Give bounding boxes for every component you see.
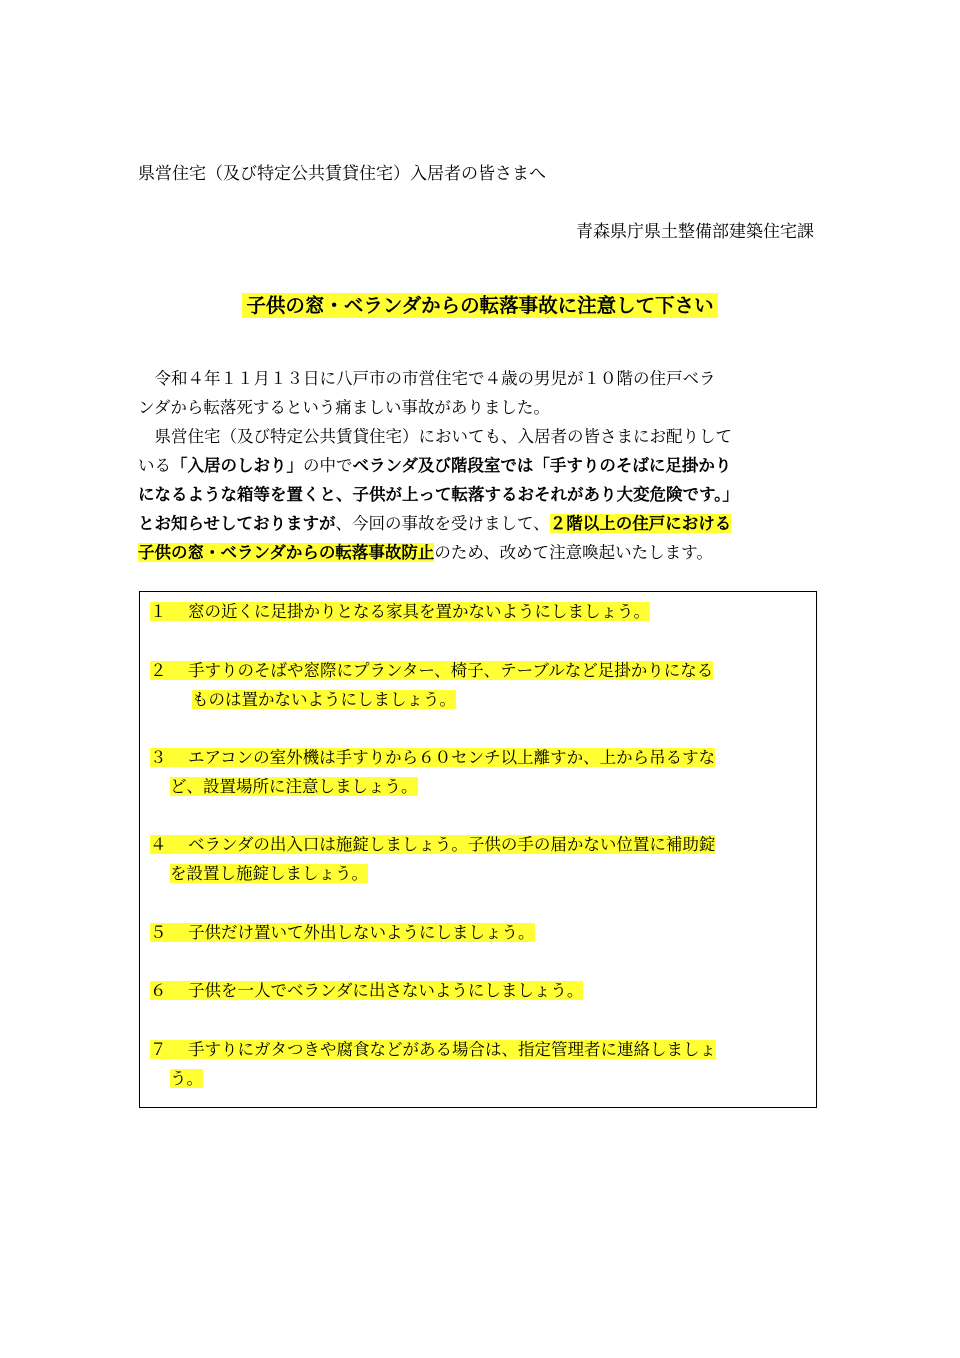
title-text: 子供の窓・ベランダからの転落事故に注意して下さい [242, 293, 717, 318]
body-text: 令和４年１１月１３日に八戸市の市営住宅で４歳の男児が１０階の住戸ベラ [154, 369, 716, 388]
body-line [138, 538, 838, 567]
list-item [150, 743, 715, 801]
booklet-quote: になるような箱等を置くと、子供が上って転落するおそれがあり大変危険です。」 [138, 485, 739, 504]
item-text: エアコンの室外機は手すりから６０センチ以上離すか、上から吊るすな [188, 748, 716, 767]
item-text: 子供を一人でベランダに出さないようにしましょう。 [188, 981, 584, 1000]
item-text: う。 [170, 1069, 203, 1088]
list-item [150, 830, 715, 888]
body-line [138, 509, 838, 538]
body-line: ンダから転落死するという痛ましい事故がありました。 [138, 398, 550, 417]
body-line [138, 364, 838, 393]
highlight-text: ２階以上の住戸における [549, 514, 732, 533]
item-number: ７ [150, 1040, 167, 1059]
booklet-name: 「入居のしおり」 [171, 456, 303, 475]
list-item [150, 597, 650, 626]
item-text: ど、設置場所に注意しましょう。 [170, 777, 418, 796]
item-number: ６ [150, 981, 167, 1000]
greeting: 県営住宅（及び特定公共賃貸住宅）入居者の皆さまへ [138, 164, 546, 184]
item-number: ４ [150, 835, 167, 854]
highlight-text: 子供の窓・ベランダからの転落事故防止 [138, 543, 435, 562]
list-item [150, 1035, 716, 1093]
body-paragraphs [138, 364, 838, 567]
list-item [150, 656, 713, 714]
body-text: のため、改めて注意喚起いたします。 [434, 543, 713, 562]
item-text: 手すりにガタつきや腐食などがある場合は、指定管理者に連絡しましょ [188, 1040, 716, 1059]
issuer: 青森県庁県土整備部建築住宅課 [576, 222, 814, 242]
precautions-box [139, 591, 817, 1108]
item-text: 窓の近くに足掛かりとなる家具を置かないようにしましょう。 [188, 602, 650, 621]
item-number: １ [150, 602, 167, 621]
body-text: 、今回の事故を受けまして、 [335, 514, 550, 533]
item-number: ２ [150, 661, 167, 680]
body-text: いる [138, 456, 171, 475]
list-item [150, 976, 583, 1005]
item-text: 手すりのそばや窓際にプランター、椅子、テーブルなど足掛かりになる [188, 661, 714, 680]
booklet-quote: とお知らせしておりますが [138, 514, 336, 533]
page-title [0, 289, 960, 323]
item-number: ５ [150, 923, 167, 942]
body-line [138, 422, 838, 451]
body-text: 県営住宅（及び特定公共賃貸住宅）においても、入居者の皆さまにお配りして [154, 427, 732, 446]
body-text: の中で [303, 456, 353, 475]
item-number: ３ [150, 748, 167, 767]
list-item [150, 918, 535, 947]
item-text: 子供だけ置いて外出しないようにしましょう。 [188, 923, 535, 942]
item-text: を設置し施錠しましょう。 [170, 864, 368, 883]
booklet-quote: ベランダ及び階段室では「手すりのそばに足掛かり [352, 456, 732, 475]
item-text: ベランダの出入口は施錠しましょう。子供の手の届かない位置に補助錠 [188, 835, 716, 854]
body-line [138, 451, 838, 480]
item-text: ものは置かないようにしましょう。 [192, 690, 456, 709]
